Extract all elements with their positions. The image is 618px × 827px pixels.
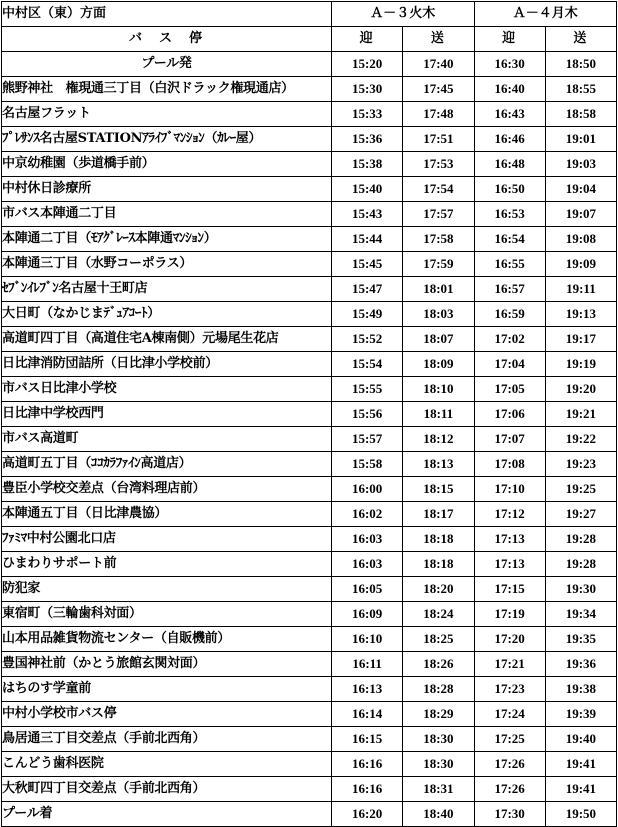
table-row [2, 677, 617, 702]
table-row [2, 752, 617, 777]
a3-pickup-time: 15:49 [332, 302, 403, 327]
table-row [2, 427, 617, 452]
route-header-row [2, 2, 617, 27]
a3-pickup-time: 15:56 [332, 402, 403, 427]
bus-stop-name: ひまわりサポート前 [2, 552, 332, 577]
route-a4-header: Ａ－４月木 [474, 2, 617, 27]
a3-pickup-time: 16:10 [332, 627, 403, 652]
bus-stop-name: 高道町五丁目（ｺｺｶﾗﾌｧｲﾝ高道店） [2, 452, 332, 477]
a4-dropoff-time: 19:20 [545, 377, 616, 402]
a4-dropoff-time: 19:17 [545, 327, 616, 352]
table-row [2, 377, 617, 402]
table-row [2, 452, 617, 477]
a3-pickup-time: 15:30 [332, 77, 403, 102]
a4-pickup-time: 16:54 [474, 227, 545, 252]
a3-dropoff-time: 18:24 [403, 602, 474, 627]
a4-pickup-time: 17:19 [474, 602, 545, 627]
bus-stop-name: ﾌﾟﾚｻﾝｽ名古屋STATIONｱﾗｲﾌﾞﾏﾝｼｮﾝ（ｶﾚｰ屋） [2, 127, 332, 152]
a3-pickup-time: 15:45 [332, 252, 403, 277]
a4-dropoff-time: 19:25 [545, 477, 616, 502]
a3-pickup-time: 15:47 [332, 277, 403, 302]
bus-stop-name: 熊野神社 権現通三丁目（白沢ドラック権現通店） [2, 77, 332, 102]
a4-dropoff-time: 19:21 [545, 402, 616, 427]
a3-dropoff-time: 18:18 [403, 527, 474, 552]
a4-pickup-header: 迎 [474, 27, 545, 52]
a3-dropoff-time: 18:13 [403, 452, 474, 477]
table-row [2, 602, 617, 627]
a3-dropoff-time: 17:45 [403, 77, 474, 102]
a3-pickup-time: 15:33 [332, 102, 403, 127]
a3-dropoff-time: 18:30 [403, 727, 474, 752]
a4-dropoff-time: 19:40 [545, 727, 616, 752]
table-row [2, 177, 617, 202]
a3-dropoff-time: 18:40 [403, 802, 474, 827]
a3-dropoff-time: 18:11 [403, 402, 474, 427]
bus-stop-name: プール着 [2, 802, 332, 827]
table-row [2, 127, 617, 152]
area-title: 中村区（東）方面 [2, 2, 332, 27]
table-row [2, 152, 617, 177]
a4-pickup-time: 16:55 [474, 252, 545, 277]
a4-dropoff-time: 19:50 [545, 802, 616, 827]
a3-dropoff-time: 17:57 [403, 202, 474, 227]
a4-pickup-time: 17:04 [474, 352, 545, 377]
table-row [2, 477, 617, 502]
a3-pickup-time: 15:44 [332, 227, 403, 252]
a4-dropoff-header: 送 [545, 27, 616, 52]
table-row [2, 627, 617, 652]
a4-dropoff-time: 19:13 [545, 302, 616, 327]
a4-pickup-time: 16:50 [474, 177, 545, 202]
bus-stop-name: 日比津中学校西門 [2, 402, 332, 427]
a3-pickup-time: 16:05 [332, 577, 403, 602]
a4-dropoff-time: 19:11 [545, 277, 616, 302]
a4-dropoff-time: 19:41 [545, 752, 616, 777]
table-row [2, 702, 617, 727]
a4-dropoff-time: 19:36 [545, 652, 616, 677]
a3-pickup-time: 16:03 [332, 552, 403, 577]
bus-stop-name: 豊国神社前（かとう旅館玄関対面） [2, 652, 332, 677]
a4-dropoff-time: 19:22 [545, 427, 616, 452]
bus-stop-name: 中村小学校市バス停 [2, 702, 332, 727]
a3-pickup-time: 15:40 [332, 177, 403, 202]
a3-pickup-time: 16:02 [332, 502, 403, 527]
a4-pickup-time: 17:15 [474, 577, 545, 602]
bus-stop-name: 本陣通二丁目（ﾓｱｸﾞﾚｰｽ本陣通ﾏﾝｼｮﾝ） [2, 227, 332, 252]
a3-dropoff-time: 18:15 [403, 477, 474, 502]
a3-pickup-time: 16:15 [332, 727, 403, 752]
bus-stop-name: 大秋町四丁目交差点（手前北西角） [2, 777, 332, 802]
bus-stop-name: 本陣通三丁目（水野コーポラス） [2, 252, 332, 277]
a3-pickup-time: 15:43 [332, 202, 403, 227]
table-row [2, 327, 617, 352]
a3-pickup-time: 16:13 [332, 677, 403, 702]
a4-dropoff-time: 19:41 [545, 777, 616, 802]
a4-pickup-time: 17:24 [474, 702, 545, 727]
bus-stop-name: 大日町（なかじまﾃﾞｭｱｺｰﾄ） [2, 302, 332, 327]
a4-dropoff-time: 19:03 [545, 152, 616, 177]
bus-stop-name: はちのす学童前 [2, 677, 332, 702]
bus-stop-name: 市バス本陣通二丁目 [2, 202, 332, 227]
column-header-row [2, 27, 617, 52]
a3-dropoff-time: 18:09 [403, 352, 474, 377]
bus-stop-name: 豊臣小学校交差点（台湾料理店前） [2, 477, 332, 502]
table-row [2, 577, 617, 602]
a4-dropoff-time: 18:50 [545, 52, 616, 77]
a4-dropoff-time: 19:23 [545, 452, 616, 477]
timetable-body [2, 2, 617, 827]
table-row [2, 802, 617, 827]
a3-dropoff-header: 送 [403, 27, 474, 52]
a3-dropoff-time: 18:26 [403, 652, 474, 677]
a3-dropoff-time: 18:07 [403, 327, 474, 352]
table-row [2, 727, 617, 752]
a3-dropoff-time: 18:01 [403, 277, 474, 302]
bus-stop-name: こんどう歯科医院 [2, 752, 332, 777]
table-row [2, 302, 617, 327]
a3-pickup-time: 16:20 [332, 802, 403, 827]
bus-stop-name: ﾌｧﾐﾏ中村公園北口店 [2, 527, 332, 552]
bus-stop-name: 防犯家 [2, 577, 332, 602]
a4-pickup-time: 17:13 [474, 527, 545, 552]
a4-pickup-time: 17:26 [474, 752, 545, 777]
route-a3-header: Ａ－３火木 [332, 2, 475, 27]
a3-dropoff-time: 18:17 [403, 502, 474, 527]
a4-pickup-time: 16:46 [474, 127, 545, 152]
a4-pickup-time: 16:53 [474, 202, 545, 227]
a4-dropoff-time: 19:04 [545, 177, 616, 202]
bus-timetable [1, 1, 617, 827]
a4-dropoff-time: 19:08 [545, 227, 616, 252]
a4-pickup-time: 16:59 [474, 302, 545, 327]
bus-stop-name: 市バス日比津小学校 [2, 377, 332, 402]
a4-dropoff-time: 19:35 [545, 627, 616, 652]
a3-dropoff-time: 17:59 [403, 252, 474, 277]
a4-pickup-time: 17:05 [474, 377, 545, 402]
a4-pickup-time: 16:43 [474, 102, 545, 127]
a4-dropoff-time: 19:39 [545, 702, 616, 727]
a4-pickup-time: 16:30 [474, 52, 545, 77]
a3-pickup-time: 16:16 [332, 752, 403, 777]
a4-dropoff-time: 19:28 [545, 552, 616, 577]
bus-stop-name: 山本用品雑貨物流センター（自販機前） [2, 627, 332, 652]
table-row [2, 527, 617, 552]
a4-pickup-time: 17:13 [474, 552, 545, 577]
table-row [2, 502, 617, 527]
a3-dropoff-time: 18:12 [403, 427, 474, 452]
bus-stop-name: 東宿町（三輪歯科対面） [2, 602, 332, 627]
bus-stop-name: 高道町四丁目（高道住宅A棟南側）元場尾生花店 [2, 327, 332, 352]
bus-stop-column-header: バ ス 停 [2, 27, 332, 52]
a4-pickup-time: 17:23 [474, 677, 545, 702]
a4-dropoff-time: 19:34 [545, 602, 616, 627]
a4-pickup-time: 16:57 [474, 277, 545, 302]
a4-pickup-time: 17:20 [474, 627, 545, 652]
a4-dropoff-time: 18:58 [545, 102, 616, 127]
a3-dropoff-time: 18:20 [403, 577, 474, 602]
table-row [2, 552, 617, 577]
a3-dropoff-time: 18:25 [403, 627, 474, 652]
a3-dropoff-time: 18:29 [403, 702, 474, 727]
a4-pickup-time: 17:30 [474, 802, 545, 827]
bus-stop-name: 市バス高道町 [2, 427, 332, 452]
a3-pickup-time: 15:20 [332, 52, 403, 77]
a4-dropoff-time: 19:07 [545, 202, 616, 227]
table-row [2, 352, 617, 377]
bus-stop-name: 鳥居通三丁目交差点（手前北西角） [2, 727, 332, 752]
table-row [2, 52, 617, 77]
a4-pickup-time: 17:10 [474, 477, 545, 502]
a4-dropoff-time: 18:55 [545, 77, 616, 102]
bus-stop-name: 中村休日診療所 [2, 177, 332, 202]
a3-dropoff-time: 17:40 [403, 52, 474, 77]
a3-dropoff-time: 17:51 [403, 127, 474, 152]
a4-pickup-time: 16:48 [474, 152, 545, 177]
a4-dropoff-time: 19:30 [545, 577, 616, 602]
table-row [2, 77, 617, 102]
a4-dropoff-time: 19:38 [545, 677, 616, 702]
a3-pickup-time: 16:16 [332, 777, 403, 802]
a3-pickup-time: 15:52 [332, 327, 403, 352]
a3-pickup-time: 16:14 [332, 702, 403, 727]
a4-pickup-time: 17:06 [474, 402, 545, 427]
a4-pickup-time: 17:07 [474, 427, 545, 452]
a4-dropoff-time: 19:28 [545, 527, 616, 552]
a4-pickup-time: 17:26 [474, 777, 545, 802]
a3-dropoff-time: 17:58 [403, 227, 474, 252]
a4-pickup-time: 17:25 [474, 727, 545, 752]
a4-pickup-time: 17:21 [474, 652, 545, 677]
a3-dropoff-time: 18:03 [403, 302, 474, 327]
bus-stop-name: 本陣通五丁目（日比津農協） [2, 502, 332, 527]
table-row [2, 252, 617, 277]
a3-pickup-time: 16:09 [332, 602, 403, 627]
bus-stop-name: 名古屋フラット [2, 102, 332, 127]
a3-pickup-time: 15:36 [332, 127, 403, 152]
a3-dropoff-time: 18:18 [403, 552, 474, 577]
a4-pickup-time: 16:40 [474, 77, 545, 102]
table-row [2, 227, 617, 252]
a3-pickup-time: 16:00 [332, 477, 403, 502]
a3-dropoff-time: 17:53 [403, 152, 474, 177]
table-row [2, 102, 617, 127]
a4-pickup-time: 17:12 [474, 502, 545, 527]
bus-stop-name: プール発 [2, 52, 332, 77]
bus-stop-name: 中京幼稚園（歩道橋手前） [2, 152, 332, 177]
a4-dropoff-time: 19:01 [545, 127, 616, 152]
table-row [2, 277, 617, 302]
a3-dropoff-time: 18:10 [403, 377, 474, 402]
a4-dropoff-time: 19:09 [545, 252, 616, 277]
a4-pickup-time: 17:08 [474, 452, 545, 477]
a3-dropoff-time: 18:28 [403, 677, 474, 702]
a4-dropoff-time: 19:27 [545, 502, 616, 527]
a3-pickup-time: 15:38 [332, 152, 403, 177]
a3-dropoff-time: 17:48 [403, 102, 474, 127]
bus-stop-name: ｾﾌﾞﾝｲﾚﾌﾞﾝ名古屋十王町店 [2, 277, 332, 302]
a3-pickup-header: 迎 [332, 27, 403, 52]
a3-pickup-time: 16:03 [332, 527, 403, 552]
a3-pickup-time: 15:54 [332, 352, 403, 377]
table-row [2, 652, 617, 677]
a4-dropoff-time: 19:19 [545, 352, 616, 377]
a3-dropoff-time: 18:31 [403, 777, 474, 802]
bus-stop-name: 日比津消防団詰所（日比津小学校前） [2, 352, 332, 377]
table-row [2, 402, 617, 427]
a3-dropoff-time: 18:30 [403, 752, 474, 777]
a3-pickup-time: 15:55 [332, 377, 403, 402]
a3-dropoff-time: 17:54 [403, 177, 474, 202]
a3-pickup-time: 15:57 [332, 427, 403, 452]
table-row [2, 202, 617, 227]
table-row [2, 777, 617, 802]
a3-pickup-time: 16:11 [332, 652, 403, 677]
a3-pickup-time: 15:58 [332, 452, 403, 477]
a4-pickup-time: 17:02 [474, 327, 545, 352]
